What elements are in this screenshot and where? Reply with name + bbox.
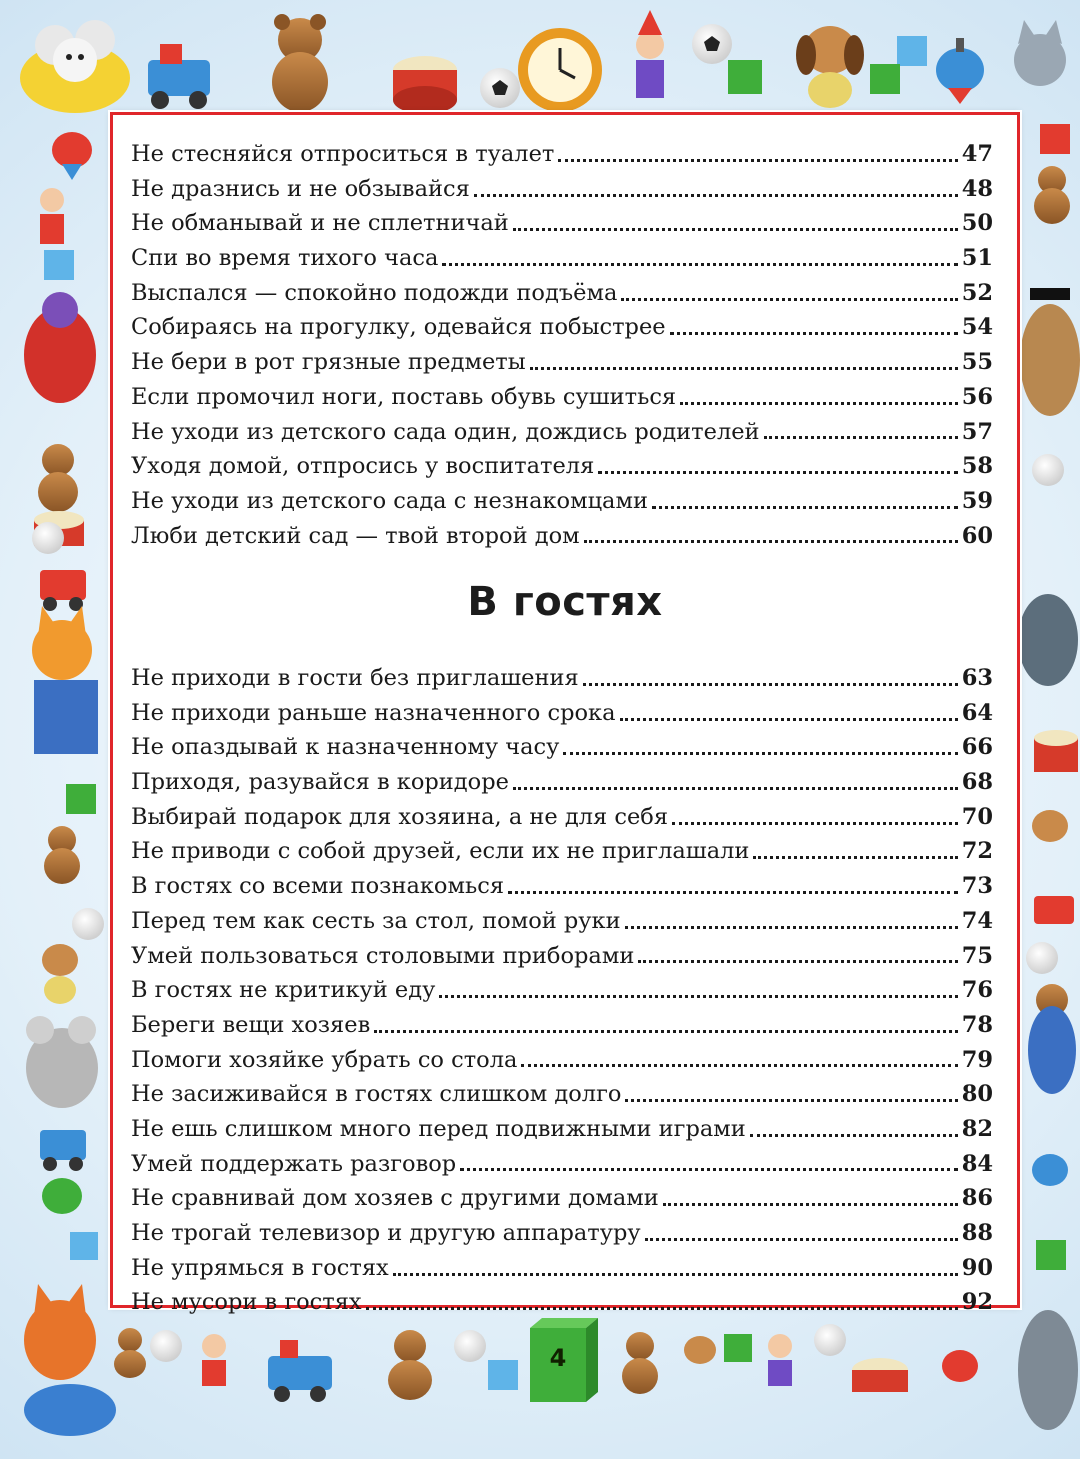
toc-entry-page: 59 (961, 487, 993, 514)
toc-entry-page: 68 (961, 769, 993, 796)
toc-entry (131, 241, 993, 276)
toc-entry (131, 484, 993, 519)
toc-entry-title: Собираясь на прогулку, одевайся побыстрее (131, 314, 666, 341)
toy-block-icon (728, 60, 762, 94)
toy-block-icon (488, 1360, 518, 1390)
toc-entry (131, 696, 993, 731)
toc-entry-page: 66 (961, 734, 993, 761)
dot-leader (598, 471, 957, 474)
cat-icon (32, 606, 98, 754)
alarm-clock-icon (518, 28, 602, 112)
soccer-ball-icon (72, 908, 104, 940)
dot-leader (442, 263, 957, 266)
dot-leader (672, 822, 958, 825)
toc-entry (131, 834, 993, 869)
toc-entry-page: 74 (961, 907, 993, 934)
dot-leader (558, 159, 957, 162)
spinning-top-icon (1032, 1154, 1068, 1186)
toc-entry (131, 276, 993, 311)
toc-entry-page: 70 (961, 803, 993, 830)
toc-entry-title: Умей поддержать разговор (131, 1150, 457, 1177)
toc-entry-page: 60 (961, 522, 993, 549)
spinning-top-icon (42, 1178, 82, 1214)
toc-entry-title: Не ешь слишком много перед подвижными играми (131, 1115, 746, 1142)
cat-icon (1014, 20, 1066, 86)
puppy-icon (684, 1336, 716, 1364)
toc-entry-title: Уходя домой, отпросись у воспитателя (131, 453, 595, 480)
clown-icon (202, 1334, 226, 1386)
toc-entry-title: Не стесняйся отпроситься в туалет (131, 141, 555, 167)
dot-leader (584, 540, 958, 543)
drum-icon (852, 1358, 908, 1392)
page-number-cube (530, 1318, 598, 1402)
beetle-icon (24, 292, 96, 403)
toc-entry (131, 1112, 993, 1147)
teddy-bear-icon (1028, 984, 1076, 1094)
toc-entry-title: Не обманывай и не сплетничай (131, 210, 509, 237)
toc-entry-title: Перед тем как сесть за стол, помой руки (131, 907, 621, 934)
toy-train-icon (1034, 896, 1074, 924)
puppy-icon (1032, 810, 1068, 842)
puppy-icon (42, 944, 78, 1004)
spinning-top-icon (52, 132, 92, 180)
spinning-top-icon (942, 1350, 978, 1382)
toc-entry-page: 47 (961, 141, 993, 167)
toc-entry-title: Выспался — спокойно подожди подъёма (131, 279, 618, 306)
clown-icon (768, 1334, 792, 1386)
dot-leader (764, 436, 958, 439)
dot-leader (521, 1064, 957, 1067)
wolf-icon (1018, 1310, 1078, 1430)
toc-entry-title: Не засиживайся в гостях слишком долго (131, 1081, 622, 1108)
toc-entry-title: Если промочил ноги, поставь обувь сушиться (131, 383, 677, 410)
toc-entry-page: 63 (961, 665, 993, 691)
soccer-ball-icon (150, 1330, 182, 1362)
toc-entry-page: 78 (961, 1011, 993, 1038)
clown-icon (40, 188, 64, 244)
dot-leader (583, 683, 958, 686)
toc-entry-page: 86 (961, 1185, 993, 1212)
puppy-icon (796, 26, 864, 108)
toc-entry-page: 88 (961, 1220, 993, 1246)
toc-entry (131, 380, 993, 415)
section-heading: В гостях (467, 579, 663, 625)
toy-train-icon (40, 1130, 86, 1171)
toc-entry-title: Помоги хозяйке убрать со стола (131, 1046, 518, 1073)
toc-entry-page: 64 (961, 699, 993, 726)
toc-entry-title: Не приводи с собой друзей, если их не приглашали (131, 838, 750, 865)
dot-leader (563, 752, 957, 755)
soccer-ball-icon (32, 522, 64, 554)
spinning-top-icon (936, 38, 984, 104)
bird-icon (1018, 594, 1078, 686)
dot-leader (753, 856, 957, 859)
toc-entry-title: В гостях не критикуй еду (131, 977, 436, 1004)
toc-entry-page: 79 (961, 1046, 993, 1073)
teddy-bear-icon (1034, 166, 1070, 224)
toy-block-icon (70, 1232, 98, 1260)
toc-entry-page: 51 (961, 245, 993, 272)
toc-entry (131, 1181, 993, 1216)
mouse-icon (26, 1016, 98, 1108)
toc-section-visiting (131, 661, 993, 1320)
toc-entry-page: 56 (961, 383, 993, 410)
clown-icon (636, 10, 664, 98)
mouse-icon (20, 20, 130, 113)
dot-leader (474, 194, 958, 197)
toc-entry-title: Не упрямься в гостях (131, 1254, 389, 1281)
toc-entry-title: Не сравнивай дом хозяев с другими домами (131, 1185, 659, 1212)
toc-entry-title: Не уходи из детского сада с незнакомцами (131, 487, 648, 514)
toc-entry-title: В гостях со всеми познакомься (131, 873, 505, 900)
toc-entry-title: Люби детский сад — твой второй дом (131, 522, 580, 549)
toc-entry (131, 730, 993, 765)
toc-entry-page: 58 (961, 453, 993, 480)
toc-entry-title: Выбирай подарок для хозяина, а не для себя (131, 803, 669, 830)
teddy-bear-icon (114, 1328, 146, 1378)
dot-leader (652, 506, 958, 509)
toc-entry (131, 345, 993, 380)
toc-entry (131, 206, 993, 241)
dot-leader (663, 1203, 958, 1206)
toc-entry-page: 73 (961, 873, 993, 900)
dot-leader (620, 718, 958, 721)
toc-entry-page: 90 (961, 1254, 993, 1281)
toc-entry-title: Не трогай телевизор и другую аппаратуру (131, 1220, 641, 1246)
soccer-ball-icon (1032, 454, 1064, 486)
toc-entry-page: 76 (961, 977, 993, 1004)
dot-leader (625, 1099, 957, 1102)
toc-entry-page: 48 (961, 175, 993, 202)
toc-entry-page: 52 (961, 279, 993, 306)
dot-leader (513, 787, 958, 790)
page-number: 4 (549, 1344, 567, 1372)
toy-block-icon (1036, 1240, 1066, 1270)
toy-block-icon (870, 36, 927, 94)
dot-leader (439, 995, 957, 998)
dot-leader (638, 960, 957, 963)
toc-entry (131, 1077, 993, 1112)
fox-icon (24, 1284, 116, 1436)
toc-entry-page: 55 (961, 349, 993, 376)
toc-entry-page: 80 (961, 1081, 993, 1108)
toy-block-icon (44, 250, 74, 280)
table-of-contents (110, 112, 1020, 1316)
dot-leader (680, 402, 958, 405)
soccer-ball-icon (454, 1330, 486, 1362)
toc-entry-title: Не дразнись и не обзывайся (131, 175, 470, 202)
toc-entry (131, 1285, 993, 1320)
soccer-ball-icon (480, 68, 520, 108)
toc-entry-page: 54 (961, 314, 993, 341)
dot-leader (670, 332, 958, 335)
toc-entry-title: Не приходи раньше назначенного срока (131, 699, 616, 726)
toy-block-icon (66, 784, 96, 814)
toc-entry (131, 415, 993, 450)
toc-entry-page: 82 (961, 1115, 993, 1142)
owl-icon (1020, 288, 1080, 416)
soccer-ball-icon (1026, 942, 1058, 974)
toc-entry (131, 1216, 993, 1251)
toc-entry-title: Не мусори в гостях (131, 1289, 362, 1316)
toc-entry-page: 72 (961, 838, 993, 865)
drum-icon (393, 56, 457, 114)
dot-leader (621, 298, 957, 301)
toc-entry-page: 75 (961, 942, 993, 969)
drum-icon (1034, 730, 1078, 772)
toc-entry-title: Умей пользоваться столовыми приборами (131, 942, 635, 969)
toc-section-kindergarten (131, 137, 993, 553)
toy-block-icon (1040, 124, 1070, 154)
dot-leader (508, 891, 958, 894)
toc-entry-page: 57 (961, 418, 993, 445)
toc-entry (131, 973, 993, 1008)
teddy-bear-icon (272, 14, 328, 112)
toc-entry-title: Не опаздывай к назначенному часу (131, 734, 560, 761)
toc-entry (131, 1043, 993, 1078)
toy-train-icon (148, 44, 210, 109)
soccer-ball-icon (814, 1324, 846, 1356)
dot-leader (366, 1307, 958, 1310)
toc-entry (131, 939, 993, 974)
toy-block-icon (724, 1334, 752, 1362)
toc-entry-title: Не бери в рот грязные предметы (131, 349, 526, 376)
toc-entry (131, 449, 993, 484)
dot-leader (460, 1168, 957, 1171)
toc-entry (131, 519, 993, 554)
toc-entry (131, 1147, 993, 1182)
toc-entry-title: Приходя, разувайся в коридоре (131, 769, 509, 796)
toc-entry-title: Не приходи в гости без приглашения (131, 665, 579, 691)
dot-leader (530, 367, 958, 370)
teddy-bear-icon (622, 1332, 658, 1394)
toc-entry-page: 84 (961, 1150, 993, 1177)
dot-leader (645, 1238, 958, 1241)
toc-entry (131, 904, 993, 939)
toc-entry-page: 92 (961, 1289, 993, 1316)
toc-entry-title: Береги вещи хозяев (131, 1011, 371, 1038)
toc-entry (131, 661, 993, 696)
dot-leader (513, 228, 958, 231)
toc-entry (131, 1251, 993, 1286)
teddy-bear-icon (388, 1330, 432, 1400)
toc-entry-title: Не уходи из детского сада один, дождись родителей (131, 418, 760, 445)
dot-leader (393, 1273, 958, 1276)
toc-entry-page: 50 (961, 210, 993, 237)
toc-entry (131, 310, 993, 345)
teddy-bear-icon (44, 826, 80, 884)
teddy-bear-icon (38, 444, 78, 512)
toc-entry (131, 137, 993, 172)
toc-entry (131, 800, 993, 835)
toc-entry (131, 869, 993, 904)
soccer-ball-icon (692, 24, 732, 64)
toc-entry (131, 172, 993, 207)
dot-leader (374, 1030, 957, 1033)
toc-entry-title: Спи во время тихого часа (131, 245, 439, 272)
toc-entry (131, 765, 993, 800)
toc-entry (131, 1008, 993, 1043)
dot-leader (625, 926, 958, 929)
toy-train-icon (40, 570, 86, 611)
toy-train-icon (268, 1340, 332, 1402)
dot-leader (750, 1134, 958, 1137)
